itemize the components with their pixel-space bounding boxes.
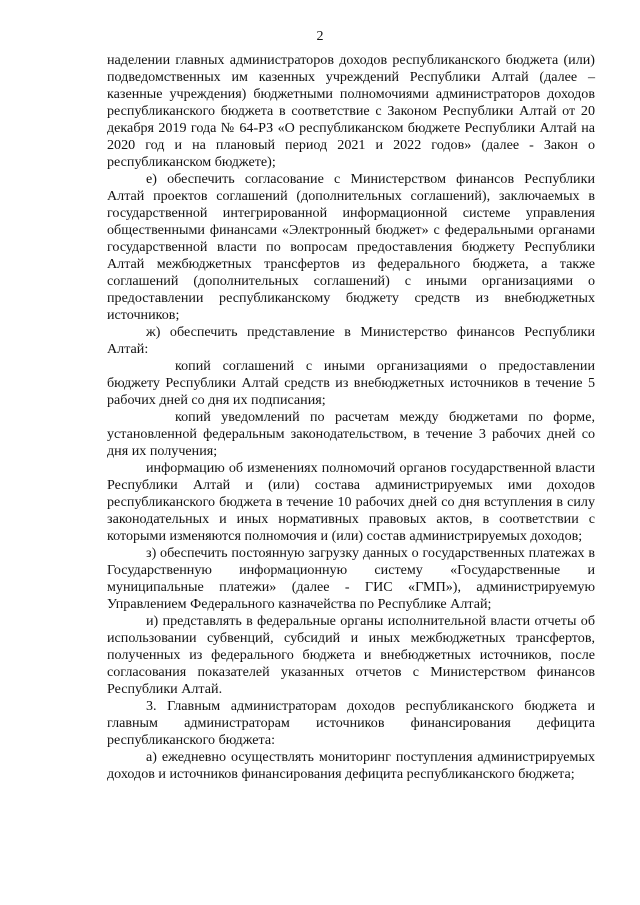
paragraph-continuation: наделении главных администраторов доходов республиканского бюджета (или) подведомственных им казенных учреждений Республики Алтай (далее – казенные учреждения) бюджетными полномочиями администраторов доходов республиканского бюджета в соответствие с Законом Республики Алтай от 20 декабря 2019 года № 64-РЗ «О республиканском бюджете Республики Алтай на 2020 год и на плановый период 2021 и 2022 годов» (далее - Закон о республиканском бюджете); — [107, 52, 595, 170]
paragraph-section-3: 3. Главным администраторам доходов республиканского бюджета и главным администраторам источников финансирования дефицита республиканского бюджета: — [107, 698, 595, 748]
paragraph-item-z: з) обеспечить постоянную загрузку данных о государственных платежах в Государственную информационную систему «Государственные и муниципальные платежи» (далее - ГИС «ГМП»), администрируемую Управлением Федерального казначейства по Республике Алтай; — [107, 545, 595, 612]
paragraph-subitem-notifications: копий уведомлений по расчетам между бюджетами по форме, установленной федеральным законодательством, в течение 3 рабочих дней со дня их получения; — [107, 409, 595, 459]
paragraph-item-i: и) представлять в федеральные органы исполнительной власти отчеты об использовании субвенций, субсидий и иных межбюджетных трансфертов, полученных из федерального бюджета и внебюджетных источников, после согласования показателей указанных отчетов с Министерством финансов Республики Алтай. — [107, 613, 595, 697]
paragraph-item-e: е) обеспечить согласование с Министерством финансов Республики Алтай проектов соглашений (дополнительных соглашений), заключаемых в государственной интегрированной информационной системе управления общественными финансами «Электронный бюджет» с федеральными органами государственной власти по вопросам предоставления бюджету Республики Алтай межбюджетных трансфертов из федерального бюджета, а также соглашений (дополнительных соглашений) с иными организациями о предоставлении республиканскому бюджету средств из внебюджетных источников; — [107, 171, 595, 323]
page-number: 2 — [316, 29, 324, 44]
paragraph-subitem-changes: информацию об изменениях полномочий органов государственной власти Республики Алтай и (или) состава администрируемых ими доходов республиканского бюджета в течение 10 рабочих дней со дня вступления в силу законодательных и иных нормативных правовых актов, в соответствии с которыми изменяются полномочия и (или) состав администрируемых доходов; — [107, 460, 595, 544]
document-body — [107, 52, 595, 783]
paragraph-item-a: а) ежедневно осуществлять мониторинг поступления администрируемых доходов и источников финансирования дефицита республиканского бюджета; — [107, 749, 595, 782]
paragraph-subitem-agreements: копий соглашений с иными организациями о предоставлении бюджету Республики Алтай средств из внебюджетных источников в течение 5 рабочих дней со дня их подписания; — [107, 358, 595, 408]
paragraph-item-zh: ж) обеспечить представление в Министерство финансов Республики Алтай: — [107, 324, 595, 357]
